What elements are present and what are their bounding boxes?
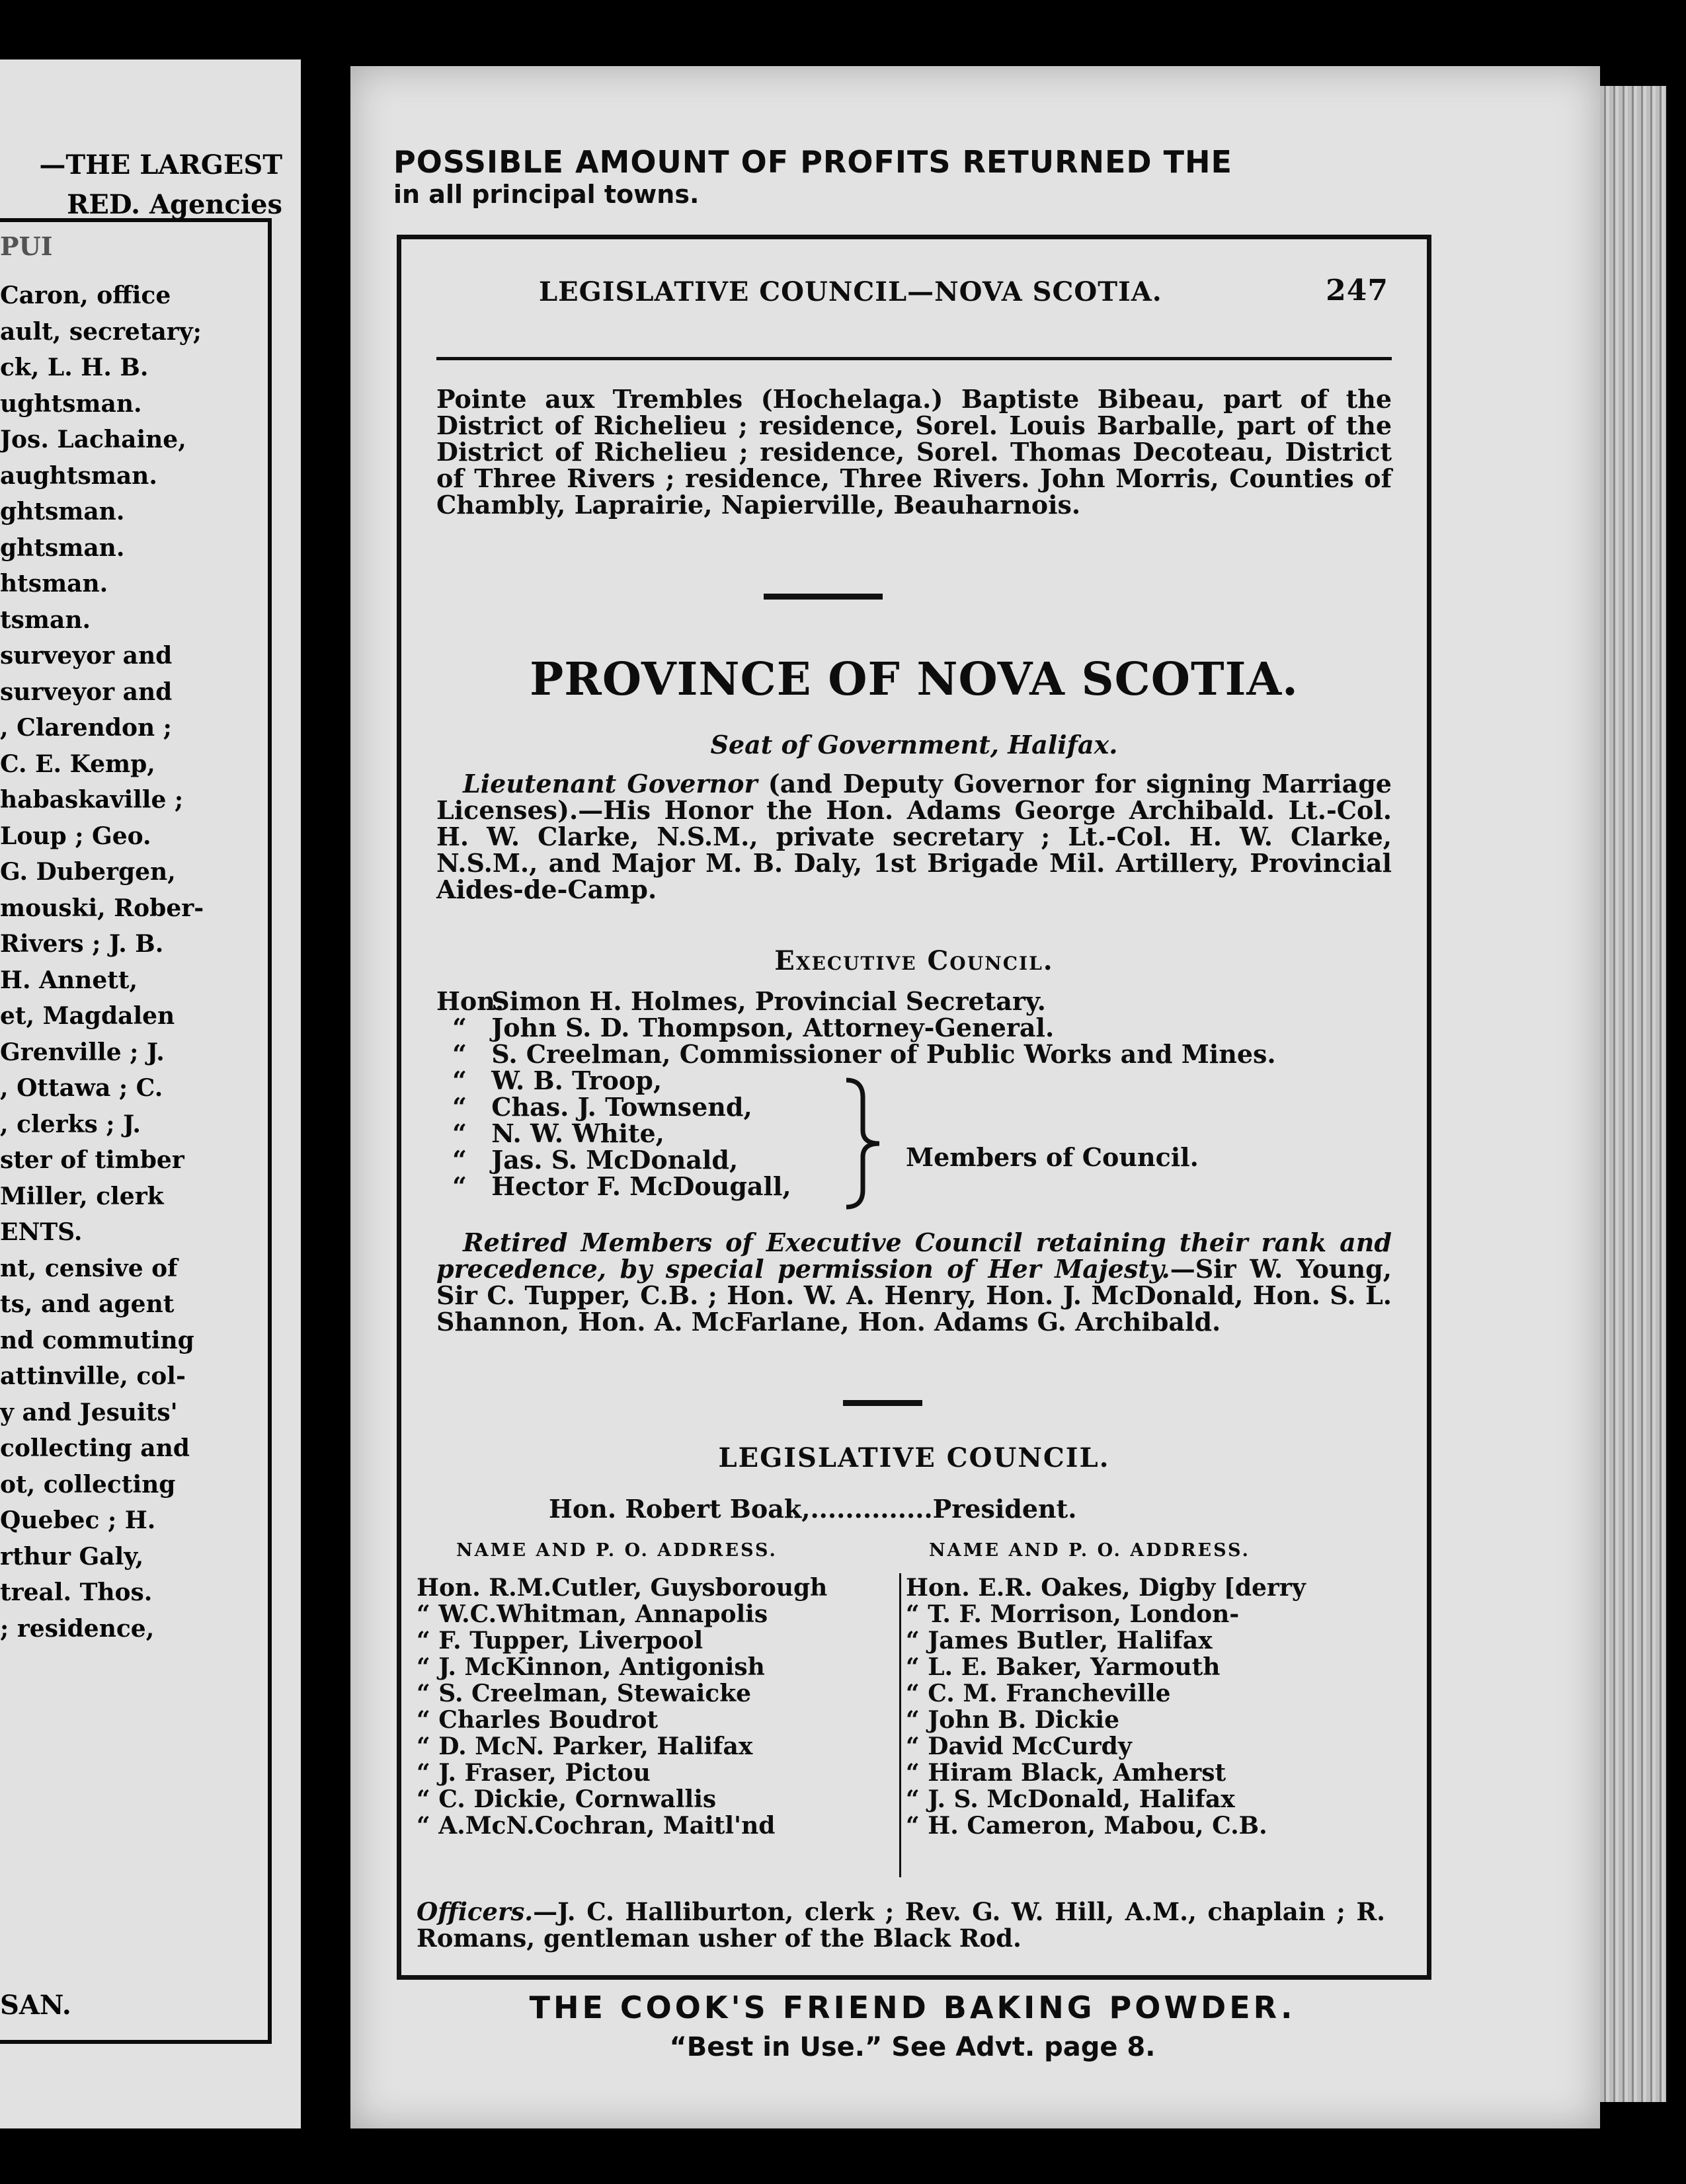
left-page-text <box>0 278 264 1647</box>
left-page-line: ck, L. H. B. <box>0 354 149 381</box>
left-page-line: treal. Thos. <box>0 1579 153 1606</box>
left-page-line: Caron, office <box>0 282 171 309</box>
top-ad-line: POSSIBLE AMOUNT OF PROFITS RETURNED THE <box>393 144 1232 180</box>
left-page-line: habaskaville ; <box>0 786 184 814</box>
council-member-entry: “ D. McN. Parker, Halifax <box>417 1733 753 1760</box>
council-member-entry: “ W.C.Whitman, Annapolis <box>417 1600 768 1628</box>
bottom-advertisement <box>397 1990 1428 2062</box>
council-member-entry: “ T. F. Morrison, London- <box>906 1600 1240 1628</box>
council-member-entry: “ Charles Boudrot <box>417 1706 659 1734</box>
left-page-line: htsman. <box>0 570 108 598</box>
member-name: Hector F. McDougall, <box>491 1171 791 1201</box>
left-page-line: tsman. <box>0 605 91 634</box>
left-page-line: Grenville ; J. <box>0 1038 165 1066</box>
left-page-line: ghtsman. <box>0 498 125 526</box>
left-page-line: nt, censive of <box>0 1254 178 1282</box>
left-page-line: , Ottawa ; C. <box>0 1074 163 1102</box>
left-page-line: , Clarendon ; <box>0 714 172 742</box>
legislative-council-heading: LEGISLATIVE COUNCIL. <box>718 1442 1110 1473</box>
seat-of-government: Seat of Government, Halifax. <box>710 730 1118 760</box>
left-page-line: ault, secretary; <box>0 317 202 346</box>
page-number: 247 <box>1326 274 1388 307</box>
left-page-line: ghtsman. <box>0 533 125 562</box>
member-name: W. B. Troop, <box>491 1066 662 1095</box>
left-page-line: ENTS. <box>0 1218 83 1246</box>
officers-paragraph <box>417 1898 1385 1951</box>
column-header-right: NAME AND P. O. ADDRESS. <box>929 1540 1250 1561</box>
left-page-top-line: RED. Agencies <box>67 189 282 220</box>
officers-text: —J. C. Halliburton, clerk ; Rev. G. W. Hill, A.M., chaplain ; R. Romans, gentleman usher of the Black Rod. <box>417 1897 1385 1953</box>
member-name: Jas. S. McDonald, <box>491 1145 739 1175</box>
left-page-line: surveyor and <box>0 642 173 670</box>
left-page-line: ster of timber <box>0 1146 184 1174</box>
header-rule <box>436 357 1392 360</box>
member-name: John S. D. Thompson, Attorney-General. <box>491 1013 1055 1042</box>
left-page-line: Rivers ; J. B. <box>0 930 164 958</box>
retired-members-lead: Retired Members of Executive Council retaining their rank and precedence, by special permission of Her Majesty. <box>436 1228 1392 1284</box>
executive-council-heading: Executive Council. <box>774 945 1054 976</box>
left-page-line: y and Jesuits' <box>0 1398 178 1426</box>
intro-text: Pointe aux Trembles (Hochelaga.) Baptiste Bibeau, part of the District of Richelieu ; residence, Sorel. Louis Barballe, part of the District of Richelieu ; residence, Sorel. Thomas Decoteau, District of Three Rivers ; residence, Three Rivers. John Morris, Counties of Chambly, Laprairie, Napierville, Beauharnois. <box>436 384 1392 520</box>
left-page-line: Miller, clerk <box>0 1182 164 1210</box>
bottom-ad-line: THE COOK'S FRIEND BAKING POWDER. <box>529 1990 1296 2025</box>
left-page-line: ts, and agent <box>0 1290 175 1318</box>
left-page-line: Jos. Lachaine, <box>0 426 186 453</box>
header-title: LEGISLATIVE COUNCIL—NOVA SCOTIA. <box>539 276 1162 307</box>
council-member-entry: “ L. E. Baker, Yarmouth <box>906 1653 1221 1681</box>
column-header-left: NAME AND P. O. ADDRESS. <box>456 1540 778 1561</box>
ditto-mark: “ <box>452 1092 467 1122</box>
top-ad-line: in all principal towns. <box>393 180 700 209</box>
left-page-line: H. Annett, <box>0 966 138 994</box>
council-member-entry: “ F. Tupper, Liverpool <box>417 1627 703 1655</box>
province-heading: PROVINCE OF NOVA SCOTIA. <box>530 653 1299 706</box>
left-page-line: G. Dubergen, <box>0 858 176 886</box>
executive-council-member <box>436 988 1276 1015</box>
left-page-line: ; residence, <box>0 1614 155 1643</box>
left-page-top-ad <box>0 145 301 225</box>
president-line: Hon. Robert Boak,..............President. <box>549 1494 1077 1524</box>
section-divider <box>843 1400 922 1406</box>
council-member-entry: “ C. M. Francheville <box>906 1680 1171 1707</box>
ditto-mark: “ <box>452 1039 467 1069</box>
executive-council-member <box>436 1015 1276 1041</box>
member-name: S. Creelman, Commissioner of Public Works and Mines. <box>491 1039 1276 1069</box>
member-name: Simon H. Holmes, Provincial Secretary. <box>491 986 1046 1016</box>
ditto-mark: “ <box>452 1145 467 1175</box>
council-member-entry: Hon. E.R. Oakes, Digby [derry <box>906 1574 1306 1602</box>
ditto-mark: Hon. <box>436 986 504 1016</box>
member-name: Chas. J. Townsend, <box>491 1092 752 1122</box>
legislative-council-left-column <box>417 1575 827 1839</box>
council-member-entry: “ James Butler, Halifax <box>906 1627 1213 1655</box>
member-name: N. W. White, <box>491 1118 664 1148</box>
adjacent-left-page <box>0 59 301 2128</box>
intro-paragraph <box>436 386 1392 518</box>
left-page-line: ughtsman. <box>0 389 142 418</box>
council-member-entry: “ John B. Dickie <box>906 1706 1119 1734</box>
ditto-mark: “ <box>452 1118 467 1148</box>
council-member-entry: “ J. S. McDonald, Halifax <box>906 1785 1235 1813</box>
council-member-entry: “ C. Dickie, Cornwallis <box>417 1785 717 1813</box>
executive-council-member <box>436 1041 1276 1068</box>
running-header <box>436 276 1402 323</box>
left-page-line: Quebec ; H. <box>0 1506 156 1534</box>
left-page-line: nd commuting <box>0 1326 194 1354</box>
left-page-line: collecting and <box>0 1434 190 1462</box>
council-member-entry: “ David McCurdy <box>906 1733 1132 1760</box>
retired-members-text: —Sir W. Young, Sir C. Tupper, C.B. ; Hon. W. A. Henry, Hon. J. McDonald, Hon. S. L. Shannon, Hon. A. McFarlane, Hon. Adams G. Archibald. <box>436 1254 1392 1337</box>
page-edges <box>1600 86 1666 2102</box>
column-divider <box>899 1573 901 1877</box>
left-page-line: Loup ; Geo. <box>0 822 151 850</box>
left-page-line: mouski, Rober- <box>0 894 204 922</box>
lieutenant-governor-paragraph <box>436 771 1392 903</box>
left-page-line: C. E. Kemp, <box>0 750 155 778</box>
retired-members-paragraph <box>436 1229 1392 1335</box>
left-page-line: surveyor and <box>0 678 173 706</box>
curly-brace <box>843 1077 883 1210</box>
council-member-entry: “ J. McKinnon, Antigonish <box>417 1653 765 1681</box>
council-member-entry: “ S. Creelman, Stewaicke <box>417 1680 752 1707</box>
left-page-line: rthur Galy, <box>0 1542 144 1571</box>
left-page-bottom: SAN. <box>0 1990 71 2021</box>
council-member-entry: “ A.McN.Cochran, Maitl'nd <box>417 1812 776 1840</box>
left-page-top-line: —THE LARGEST <box>39 149 282 180</box>
members-of-council-label: Members of Council. <box>906 1142 1199 1172</box>
ditto-mark: “ <box>452 1171 467 1201</box>
bottom-ad-line: “Best in Use.” See Advt. page 8. <box>669 2032 1156 2062</box>
legislative-council-right-column <box>906 1575 1306 1839</box>
left-page-line: et, Magdalen <box>0 1002 175 1030</box>
left-page-line: aughtsman. <box>0 461 157 490</box>
ditto-mark: “ <box>452 1066 467 1095</box>
left-page-line: , clerks ; J. <box>0 1110 141 1138</box>
left-page-running-head: PUI <box>0 231 53 261</box>
council-member-entry: “ H. Cameron, Mabou, C.B. <box>906 1812 1267 1840</box>
left-page-line: ot, collecting <box>0 1470 176 1499</box>
lieutenant-governor-lead: Lieutenant Governor <box>463 769 758 799</box>
top-advertisement <box>393 144 1458 209</box>
council-member-entry: “ Hiram Black, Amherst <box>906 1759 1226 1787</box>
ditto-mark: “ <box>452 1013 467 1042</box>
council-member-entry: “ J. Fraser, Pictou <box>417 1759 651 1787</box>
left-page-line: attinville, col- <box>0 1362 186 1390</box>
council-member-entry: Hon. R.M.Cutler, Guysborough <box>417 1574 828 1602</box>
officers-lead: Officers. <box>417 1897 534 1926</box>
section-divider <box>764 594 883 600</box>
lieutenant-governor-text: (and Deputy Governor for signing Marriage Licenses).—His Honor the Hon. Adams George Archibald. Lt.-Col. H. W. Clarke, N.S.M., private secretary ; Lt.-Col. H. W. Clarke, N.S.M., and Major M. B. Daly, 1st Brigade Mil. Artillery, Provincial Aides-de-Camp. <box>436 769 1392 904</box>
